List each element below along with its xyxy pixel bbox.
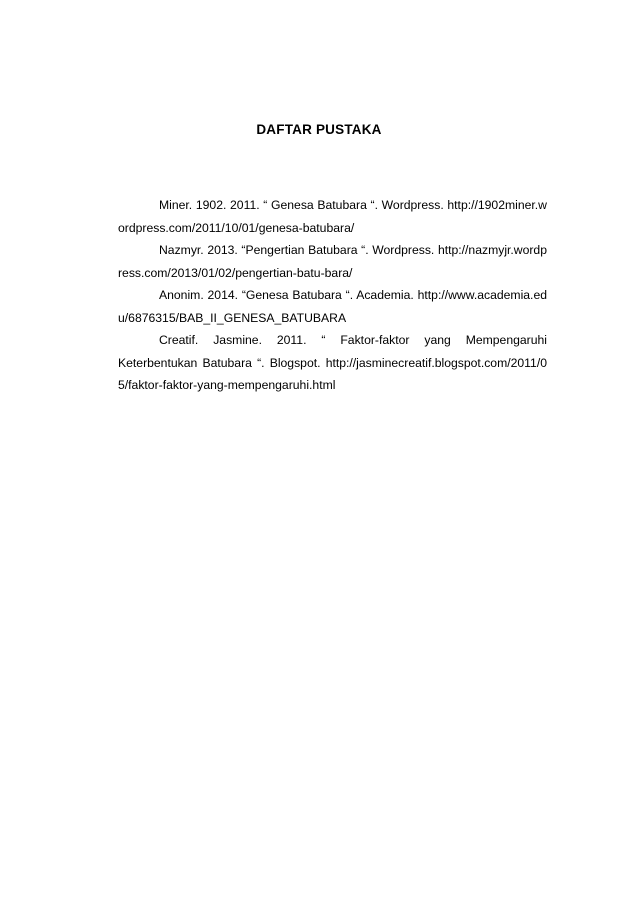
reference-item: [118, 329, 547, 397]
reference-text: Anonim. 2014. “Genesa Batubara “. Academia.: [159, 288, 414, 302]
reference-item: [118, 194, 547, 239]
reference-list: [118, 194, 547, 397]
reference-text: Miner. 1902. 2011. “ Genesa Batubara “. Wordpress.: [159, 198, 444, 212]
reference-url: http://1902miner.wordpress.com/2011/10/01/genesa-batubara/: [118, 198, 547, 235]
page-title: DAFTAR PUSTAKA: [256, 122, 382, 137]
reference-text: Creatif. Jasmine. 2011. “ Faktor-faktor yang Mempengaruhi Keterbentukan Batubara “. Blogspot.: [118, 333, 547, 370]
reference-item: [118, 284, 547, 329]
reference-url: http://www.academia.edu/6876315/BAB_II_GENESA_BATUBARA: [118, 288, 547, 325]
reference-url: http://jasminecreatif.blogspot.com/2011/05/faktor-faktor-yang-mempengaruhi.html: [118, 355, 547, 392]
reference-text: Nazmyr. 2013. “Pengertian Batubara “. Wordpress.: [159, 243, 435, 257]
reference-url: http://nazmyjr.wordpress.com/2013/01/02/pengertian-batu-bara/: [118, 243, 547, 280]
reference-item: [118, 239, 547, 284]
